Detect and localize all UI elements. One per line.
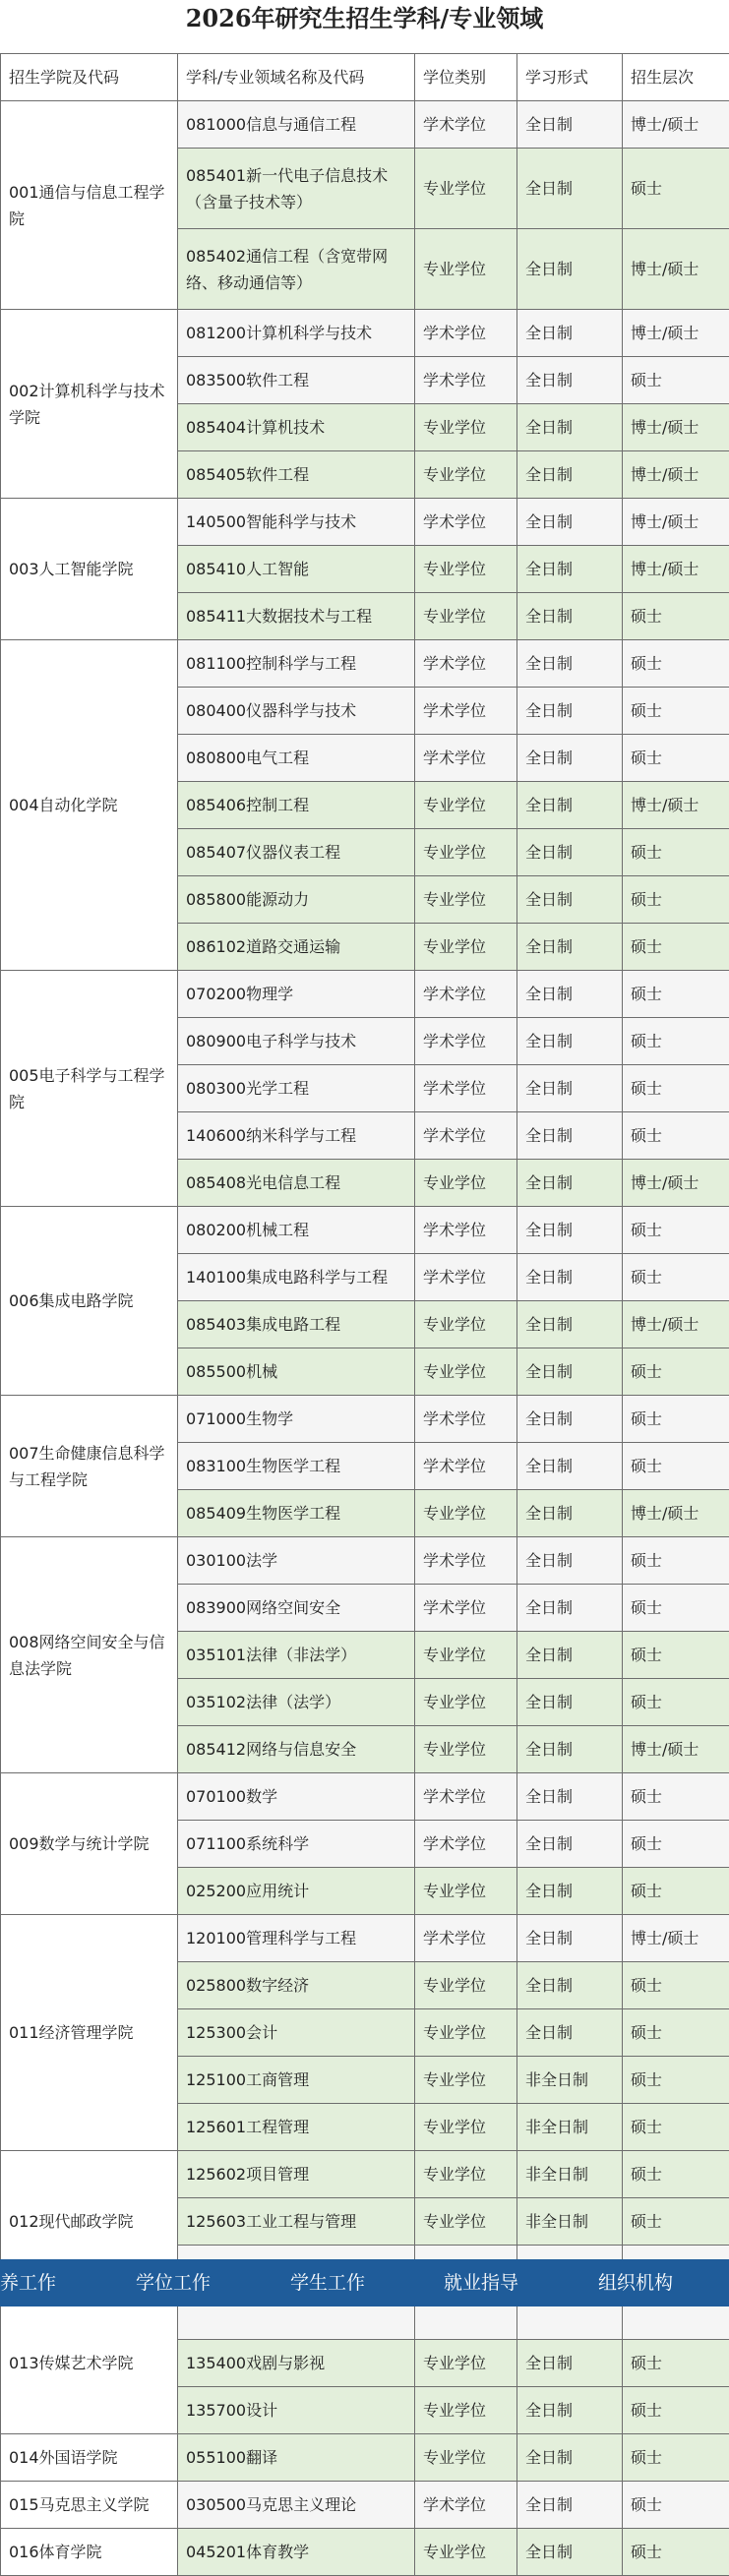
mode-cell: 全日制 — [517, 546, 623, 593]
nav-item-training[interactable]: 养工作 — [0, 2259, 56, 2306]
mode-cell: 全日制 — [517, 2482, 623, 2529]
level-cell: 硕士 — [623, 1537, 729, 1585]
table-row — [1, 2151, 729, 2198]
level-cell: 硕士 — [623, 876, 729, 924]
school-cell: 016体育学院 — [1, 2529, 178, 2576]
program-cell: 080900电子科学与技术 — [178, 1018, 415, 1065]
mode-cell: 全日制 — [517, 1112, 623, 1160]
header-school: 招生学院及代码 — [1, 54, 178, 101]
program-cell: 125603工业工程与管理 — [178, 2198, 415, 2246]
degree-cell: 专业学位 — [415, 2009, 517, 2057]
mode-cell: 全日制 — [517, 1160, 623, 1207]
level-cell: 硕士 — [623, 1443, 729, 1490]
table-header-row — [1, 54, 729, 101]
level-cell: 硕士 — [623, 735, 729, 782]
program-cell: 071000生物学 — [178, 1396, 415, 1443]
program-cell: 125601工程管理 — [178, 2104, 415, 2151]
mode-cell: 全日制 — [517, 1301, 623, 1348]
degree-cell: 专业学位 — [415, 829, 517, 876]
degree-cell: 学术学位 — [415, 499, 517, 546]
program-cell: 085402通信工程（含宽带网络、移动通信等） — [178, 229, 415, 310]
school-cell: 009数学与统计学院 — [1, 1773, 178, 1915]
mode-cell: 全日制 — [517, 1443, 623, 1490]
level-cell: 硕士 — [623, 2151, 729, 2198]
level-cell: 硕士 — [623, 1632, 729, 1679]
mode-cell: 全日制 — [517, 451, 623, 499]
mode-cell: 全日制 — [517, 735, 623, 782]
degree-cell: 专业学位 — [415, 2387, 517, 2434]
mode-cell: 全日制 — [517, 1679, 623, 1726]
degree-cell: 专业学位 — [415, 1301, 517, 1348]
nav-item-career[interactable]: 就业指导 — [444, 2259, 518, 2306]
degree-cell: 学术学位 — [415, 688, 517, 735]
page-title: 2026年研究生招生学科/专业领域 — [0, 0, 729, 37]
mode-cell: 全日制 — [517, 2009, 623, 2057]
mode-cell: 全日制 — [517, 1868, 623, 1915]
level-cell: 硕士 — [623, 2482, 729, 2529]
level-cell: 硕士 — [623, 2009, 729, 2057]
degree-cell: 专业学位 — [415, 451, 517, 499]
mode-cell: 全日制 — [517, 876, 623, 924]
header-degree: 学位类别 — [415, 54, 517, 101]
mode-cell: 全日制 — [517, 593, 623, 640]
mode-cell: 全日制 — [517, 1207, 623, 1254]
table-row — [1, 640, 729, 688]
mode-cell: 全日制 — [517, 924, 623, 971]
table-row — [1, 310, 729, 357]
level-cell: 博士/硕士 — [623, 310, 729, 357]
degree-cell: 学术学位 — [415, 1065, 517, 1112]
degree-cell: 专业学位 — [415, 546, 517, 593]
mode-cell: 全日制 — [517, 1915, 623, 1962]
degree-cell: 学术学位 — [415, 1773, 517, 1821]
level-cell: 硕士 — [623, 829, 729, 876]
degree-cell: 专业学位 — [415, 593, 517, 640]
mode-cell: 全日制 — [517, 101, 623, 149]
mode-cell: 全日制 — [517, 1632, 623, 1679]
mode-cell: 全日制 — [517, 688, 623, 735]
nav-bar — [0, 2259, 729, 2306]
mode-cell: 全日制 — [517, 782, 623, 829]
program-cell: 085401新一代电子信息技术（含量子技术等） — [178, 149, 415, 229]
school-cell: 011经济管理学院 — [1, 1915, 178, 2151]
mode-cell: 非全日制 — [517, 2057, 623, 2104]
program-cell: 080300光学工程 — [178, 1065, 415, 1112]
degree-cell: 学术学位 — [415, 735, 517, 782]
degree-cell: 学术学位 — [415, 1915, 517, 1962]
level-cell: 博士/硕士 — [623, 451, 729, 499]
level-cell: 硕士 — [623, 971, 729, 1018]
mode-cell: 全日制 — [517, 1254, 623, 1301]
mode-cell: 全日制 — [517, 640, 623, 688]
program-cell: 125602项目管理 — [178, 2151, 415, 2198]
mode-cell: 非全日制 — [517, 2198, 623, 2246]
program-cell: 135400戏剧与影视 — [178, 2340, 415, 2387]
mode-cell: 全日制 — [517, 1348, 623, 1396]
program-cell: 085409生物医学工程 — [178, 1490, 415, 1537]
program-cell: 081200计算机科学与技术 — [178, 310, 415, 357]
program-cell: 086102道路交通运输 — [178, 924, 415, 971]
program-cell: 030500马克思主义理论 — [178, 2482, 415, 2529]
table-row — [1, 2434, 729, 2482]
mode-cell: 全日制 — [517, 310, 623, 357]
level-cell: 博士/硕士 — [623, 1915, 729, 1962]
degree-cell: 专业学位 — [415, 1679, 517, 1726]
degree-cell: 学术学位 — [415, 357, 517, 404]
level-cell: 硕士 — [623, 2104, 729, 2151]
school-cell: 015马克思主义学院 — [1, 2482, 178, 2529]
table-row — [1, 1207, 729, 1254]
mode-cell: 全日制 — [517, 2340, 623, 2387]
program-cell: 085404计算机技术 — [178, 404, 415, 451]
level-cell: 博士/硕士 — [623, 229, 729, 310]
level-cell: 硕士 — [623, 1962, 729, 2009]
mode-cell: 全日制 — [517, 404, 623, 451]
level-cell: 硕士 — [623, 1065, 729, 1112]
program-cell: 140100集成电路科学与工程 — [178, 1254, 415, 1301]
program-cell: 125300会计 — [178, 2009, 415, 2057]
program-cell: 140600纳米科学与工程 — [178, 1112, 415, 1160]
degree-cell: 学术学位 — [415, 2482, 517, 2529]
degree-cell: 专业学位 — [415, 2434, 517, 2482]
school-cell: 003人工智能学院 — [1, 499, 178, 640]
level-cell: 硕士 — [623, 2340, 729, 2387]
mode-cell: 全日制 — [517, 1773, 623, 1821]
program-cell: 135700设计 — [178, 2387, 415, 2434]
mode-cell: 全日制 — [517, 357, 623, 404]
program-cell: 085405软件工程 — [178, 451, 415, 499]
program-cell: 085411大数据技术与工程 — [178, 593, 415, 640]
school-cell: 012现代邮政学院 — [1, 2151, 178, 2293]
degree-cell: 专业学位 — [415, 1868, 517, 1915]
degree-cell: 学术学位 — [415, 1821, 517, 1868]
level-cell: 博士/硕士 — [623, 546, 729, 593]
level-cell: 硕士 — [623, 1112, 729, 1160]
table-row — [1, 1773, 729, 1821]
degree-cell: 专业学位 — [415, 404, 517, 451]
mode-cell: 全日制 — [517, 1065, 623, 1112]
degree-cell: 学术学位 — [415, 101, 517, 149]
degree-cell: 学术学位 — [415, 1443, 517, 1490]
degree-cell: 学术学位 — [415, 1585, 517, 1632]
programs-table — [0, 53, 729, 2576]
level-cell: 硕士 — [623, 1679, 729, 1726]
degree-cell: 专业学位 — [415, 2198, 517, 2246]
program-cell: 055100翻译 — [178, 2434, 415, 2482]
mode-cell: 全日制 — [517, 829, 623, 876]
degree-cell: 学术学位 — [415, 1018, 517, 1065]
level-cell: 博士/硕士 — [623, 499, 729, 546]
mode-cell: 全日制 — [517, 1726, 623, 1773]
program-cell: 085500机械 — [178, 1348, 415, 1396]
degree-cell: 学术学位 — [415, 310, 517, 357]
program-cell: 085800能源动力 — [178, 876, 415, 924]
level-cell: 硕士 — [623, 1348, 729, 1396]
program-cell: 045201体育教学 — [178, 2529, 415, 2576]
degree-cell: 专业学位 — [415, 229, 517, 310]
level-cell: 硕士 — [623, 2529, 729, 2576]
level-cell: 硕士 — [623, 1773, 729, 1821]
degree-cell: 专业学位 — [415, 782, 517, 829]
mode-cell: 全日制 — [517, 1490, 623, 1537]
program-cell: 125100工商管理 — [178, 2057, 415, 2104]
program-cell: 083500软件工程 — [178, 357, 415, 404]
mode-cell: 全日制 — [517, 149, 623, 229]
degree-cell: 学术学位 — [415, 1396, 517, 1443]
level-cell: 硕士 — [623, 640, 729, 688]
program-cell: 025200应用统计 — [178, 1868, 415, 1915]
level-cell: 硕士 — [623, 924, 729, 971]
degree-cell: 学术学位 — [415, 971, 517, 1018]
header-mode: 学习形式 — [517, 54, 623, 101]
mode-cell: 全日制 — [517, 1396, 623, 1443]
degree-cell: 专业学位 — [415, 2529, 517, 2576]
level-cell: 博士/硕士 — [623, 1490, 729, 1537]
level-cell: 硕士 — [623, 149, 729, 229]
program-cell: 081000信息与通信工程 — [178, 101, 415, 149]
level-cell: 硕士 — [623, 1868, 729, 1915]
level-cell: 博士/硕士 — [623, 782, 729, 829]
program-cell: 140500智能科学与技术 — [178, 499, 415, 546]
mode-cell: 全日制 — [517, 1537, 623, 1585]
level-cell: 博士/硕士 — [623, 404, 729, 451]
level-cell: 博士/硕士 — [623, 1160, 729, 1207]
degree-cell: 学术学位 — [415, 1207, 517, 1254]
table-row — [1, 1915, 729, 1962]
mode-cell: 全日制 — [517, 1962, 623, 2009]
level-cell: 硕士 — [623, 1018, 729, 1065]
degree-cell: 专业学位 — [415, 149, 517, 229]
table-row — [1, 499, 729, 546]
level-cell: 博士/硕士 — [623, 101, 729, 149]
level-cell: 硕士 — [623, 688, 729, 735]
header-level: 招生层次 — [623, 54, 729, 101]
program-cell: 120100管理科学与工程 — [178, 1915, 415, 1962]
nav-item-organization[interactable]: 组织机构 — [598, 2259, 673, 2306]
level-cell: 硕士 — [623, 357, 729, 404]
program-cell: 080800电气工程 — [178, 735, 415, 782]
header-program: 学科/专业领域名称及代码 — [178, 54, 415, 101]
program-cell: 085410人工智能 — [178, 546, 415, 593]
nav-item-degree[interactable]: 学位工作 — [136, 2259, 211, 2306]
level-cell: 硕士 — [623, 1821, 729, 1868]
mode-cell: 全日制 — [517, 229, 623, 310]
program-cell: 080400仪器科学与技术 — [178, 688, 415, 735]
program-cell: 083100生物医学工程 — [178, 1443, 415, 1490]
school-cell: 005电子科学与工程学院 — [1, 971, 178, 1207]
program-cell: 070200物理学 — [178, 971, 415, 1018]
level-cell: 硕士 — [623, 593, 729, 640]
degree-cell: 学术学位 — [415, 1112, 517, 1160]
level-cell: 硕士 — [623, 2387, 729, 2434]
degree-cell: 学术学位 — [415, 640, 517, 688]
mode-cell: 全日制 — [517, 1821, 623, 1868]
table-body — [1, 101, 729, 2576]
mode-cell: 全日制 — [517, 2529, 623, 2576]
degree-cell: 专业学位 — [415, 2057, 517, 2104]
level-cell: 硕士 — [623, 1585, 729, 1632]
level-cell: 硕士 — [623, 2198, 729, 2246]
school-cell: 001通信与信息工程学院 — [1, 101, 178, 310]
program-cell: 071100系统科学 — [178, 1821, 415, 1868]
mode-cell: 非全日制 — [517, 2104, 623, 2151]
mode-cell: 全日制 — [517, 2387, 623, 2434]
degree-cell: 专业学位 — [415, 1490, 517, 1537]
program-cell: 080200机械工程 — [178, 1207, 415, 1254]
degree-cell: 专业学位 — [415, 1632, 517, 1679]
program-cell: 035102法律（法学） — [178, 1679, 415, 1726]
mode-cell: 全日制 — [517, 2434, 623, 2482]
degree-cell: 专业学位 — [415, 2104, 517, 2151]
degree-cell: 专业学位 — [415, 876, 517, 924]
school-cell: 004自动化学院 — [1, 640, 178, 971]
school-cell: 013传媒艺术学院 — [1, 2293, 178, 2434]
program-cell: 030100法学 — [178, 1537, 415, 1585]
program-cell: 085403集成电路工程 — [178, 1301, 415, 1348]
degree-cell: 专业学位 — [415, 2151, 517, 2198]
program-cell: 085406控制工程 — [178, 782, 415, 829]
level-cell: 硕士 — [623, 1396, 729, 1443]
table-row — [1, 1537, 729, 1585]
degree-cell: 专业学位 — [415, 924, 517, 971]
level-cell: 硕士 — [623, 1207, 729, 1254]
degree-cell: 专业学位 — [415, 2340, 517, 2387]
mode-cell: 全日制 — [517, 971, 623, 1018]
table-row — [1, 1396, 729, 1443]
school-cell: 002计算机科学与技术学院 — [1, 310, 178, 499]
program-cell: 035101法律（非法学） — [178, 1632, 415, 1679]
degree-cell: 学术学位 — [415, 1254, 517, 1301]
program-cell: 085412网络与信息安全 — [178, 1726, 415, 1773]
school-cell: 006集成电路学院 — [1, 1207, 178, 1396]
school-cell: 008网络空间安全与信息法学院 — [1, 1537, 178, 1773]
degree-cell: 专业学位 — [415, 1160, 517, 1207]
table-row — [1, 2529, 729, 2576]
program-cell: 081100控制科学与工程 — [178, 640, 415, 688]
level-cell: 硕士 — [623, 2057, 729, 2104]
degree-cell: 专业学位 — [415, 1962, 517, 2009]
mode-cell: 全日制 — [517, 1585, 623, 1632]
program-cell: 085408光电信息工程 — [178, 1160, 415, 1207]
program-cell: 070100数学 — [178, 1773, 415, 1821]
school-cell: 007生命健康信息科学与工程学院 — [1, 1396, 178, 1537]
degree-cell: 专业学位 — [415, 1348, 517, 1396]
school-cell: 014外国语学院 — [1, 2434, 178, 2482]
table-row — [1, 2482, 729, 2529]
level-cell: 硕士 — [623, 2434, 729, 2482]
mode-cell: 非全日制 — [517, 2151, 623, 2198]
level-cell: 硕士 — [623, 1254, 729, 1301]
mode-cell: 全日制 — [517, 499, 623, 546]
program-cell: 085407仪器仪表工程 — [178, 829, 415, 876]
level-cell: 博士/硕士 — [623, 1726, 729, 1773]
mode-cell: 全日制 — [517, 1018, 623, 1065]
table-row — [1, 101, 729, 149]
degree-cell: 专业学位 — [415, 1726, 517, 1773]
nav-item-student[interactable]: 学生工作 — [290, 2259, 365, 2306]
program-cell: 025800数字经济 — [178, 1962, 415, 2009]
degree-cell: 学术学位 — [415, 1537, 517, 1585]
table-row — [1, 971, 729, 1018]
level-cell: 博士/硕士 — [623, 1301, 729, 1348]
program-cell: 083900网络空间安全 — [178, 1585, 415, 1632]
